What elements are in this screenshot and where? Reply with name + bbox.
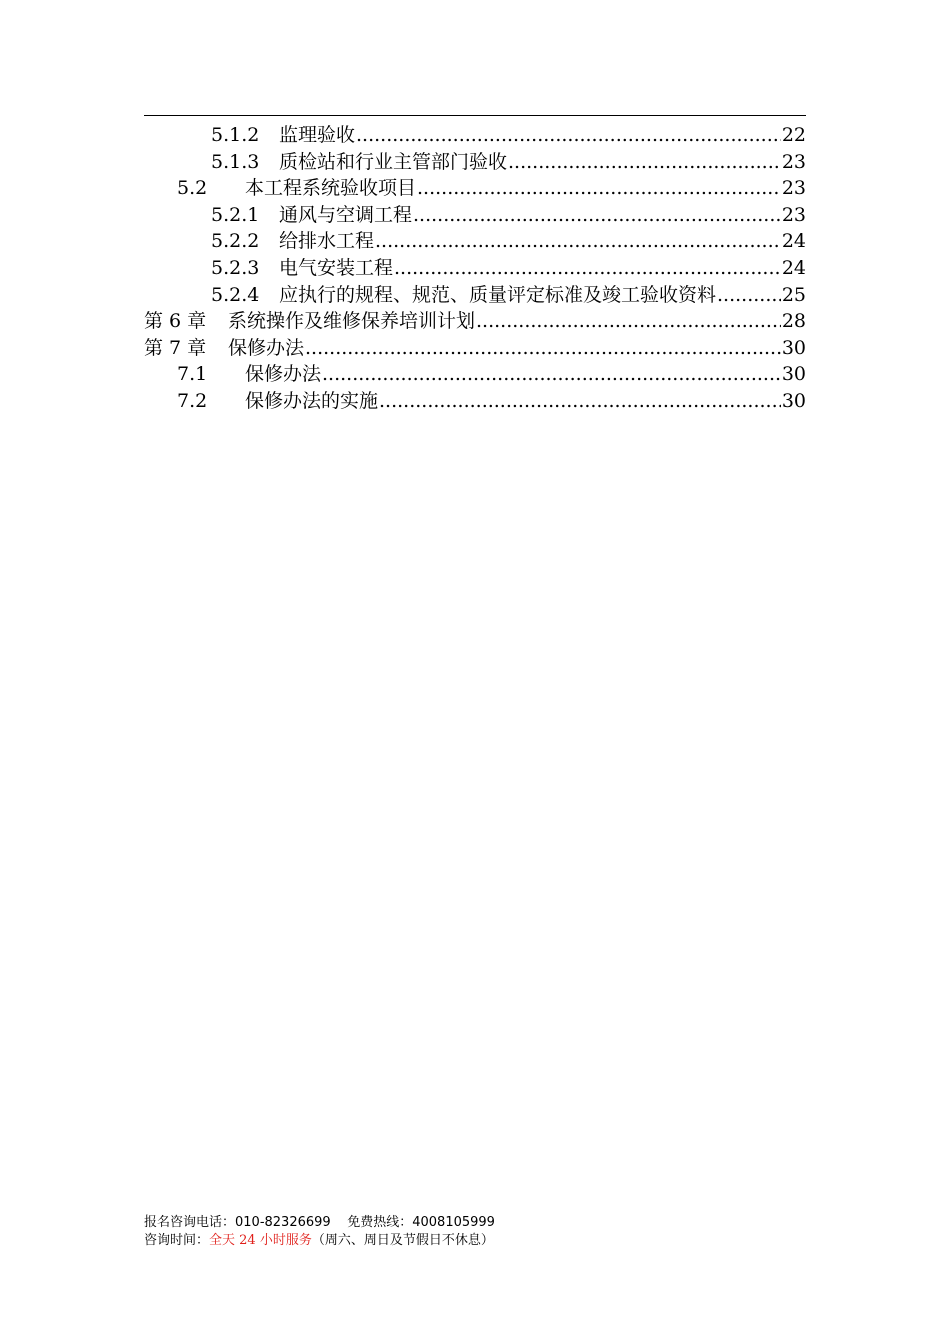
- table-of-contents: [144, 122, 806, 415]
- toc-entry-page: 28: [781, 310, 806, 333]
- footer-phone-label: 报名咨询电话：: [144, 1215, 236, 1230]
- footer-hotline-number: 4008105999: [412, 1215, 495, 1230]
- toc-entry[interactable]: [144, 122, 806, 149]
- footer-hotline-label: 免费热线：: [347, 1215, 413, 1230]
- footer-hours-line: [144, 1232, 495, 1250]
- toc-entry[interactable]: [144, 388, 806, 415]
- toc-entry-number: 5.1.2: [211, 124, 260, 146]
- toc-entry-title: 系统操作及维修保养培训计划: [228, 310, 476, 333]
- toc-entry-page: 30: [781, 363, 806, 386]
- toc-entry-page: 23: [781, 203, 806, 226]
- toc-entry-number: 5.2.2: [211, 230, 260, 253]
- toc-leader-dots: [413, 202, 781, 229]
- toc-entry[interactable]: [144, 202, 806, 229]
- toc-leader-dots: [394, 255, 781, 282]
- toc-entry-number: 第 7 章: [144, 336, 207, 359]
- toc-leader-dots: [379, 388, 781, 415]
- toc-entry-page: 30: [781, 389, 806, 412]
- toc-entry-number: 5.2.4: [211, 283, 260, 306]
- toc-entry-title: 保修办法的实施: [245, 389, 379, 412]
- footer-contact-line: [144, 1214, 495, 1232]
- toc-leader-dots: [375, 228, 781, 255]
- toc-entry-page: 30: [781, 336, 806, 359]
- toc-entry[interactable]: [144, 308, 806, 335]
- page-footer: [144, 1214, 495, 1250]
- footer-hours-note: （周六、周日及节假日不休息）: [311, 1233, 494, 1248]
- toc-entry-number: 7.2: [177, 389, 208, 412]
- toc-entry-title: 给排水工程: [279, 230, 375, 253]
- toc-leader-dots: [305, 335, 781, 362]
- toc-entry[interactable]: [144, 335, 806, 362]
- toc-entry-number: 5.1.3: [211, 150, 260, 173]
- header-rule: [144, 115, 806, 116]
- toc-leader-dots: [717, 282, 781, 309]
- toc-entry-title: 本工程系统验收项目: [245, 177, 417, 200]
- toc-leader-dots: [356, 122, 781, 149]
- toc-entry-title: 应执行的规程、规范、质量评定标准及竣工验收资料: [279, 283, 717, 306]
- toc-entry-page: 24: [781, 230, 806, 253]
- toc-leader-dots: [508, 149, 781, 176]
- toc-entry-title: 通风与空调工程: [279, 203, 413, 226]
- toc-entry-title: 保修办法: [228, 336, 305, 359]
- toc-entry-page: 25: [781, 283, 806, 306]
- footer-phone-number: 010-82326699: [235, 1215, 331, 1230]
- toc-entry[interactable]: [144, 282, 806, 309]
- toc-entry-title: 保修办法: [245, 363, 322, 386]
- toc-entry-number: 5.2.3: [211, 256, 260, 279]
- footer-hours-label: 咨询时间：: [144, 1233, 210, 1248]
- toc-entry-title: 电气安装工程: [279, 256, 394, 279]
- toc-entry[interactable]: [144, 228, 806, 255]
- toc-entry-title: 质检站和行业主管部门验收: [279, 150, 508, 173]
- toc-leader-dots: [476, 308, 781, 335]
- toc-entry-page: 23: [781, 150, 806, 173]
- toc-entry-number: 5.2: [177, 177, 208, 200]
- toc-leader-dots: [322, 361, 781, 388]
- toc-entry-page: 22: [781, 124, 806, 146]
- toc-entry-title: 监理验收: [279, 124, 356, 146]
- toc-entry[interactable]: [144, 149, 806, 176]
- toc-leader-dots: [417, 175, 781, 202]
- toc-entry[interactable]: [144, 361, 806, 388]
- toc-entry-page: 24: [781, 256, 806, 279]
- toc-entry-number: 5.2.1: [211, 203, 260, 226]
- toc-entry-page: 23: [781, 177, 806, 200]
- toc-entry[interactable]: [144, 255, 806, 282]
- toc-entry-number: 第 6 章: [144, 310, 207, 333]
- toc-entry-number: 7.1: [177, 363, 208, 386]
- toc-entry[interactable]: [144, 175, 806, 202]
- footer-hours-highlight: 全天 24 小时服务: [209, 1233, 312, 1248]
